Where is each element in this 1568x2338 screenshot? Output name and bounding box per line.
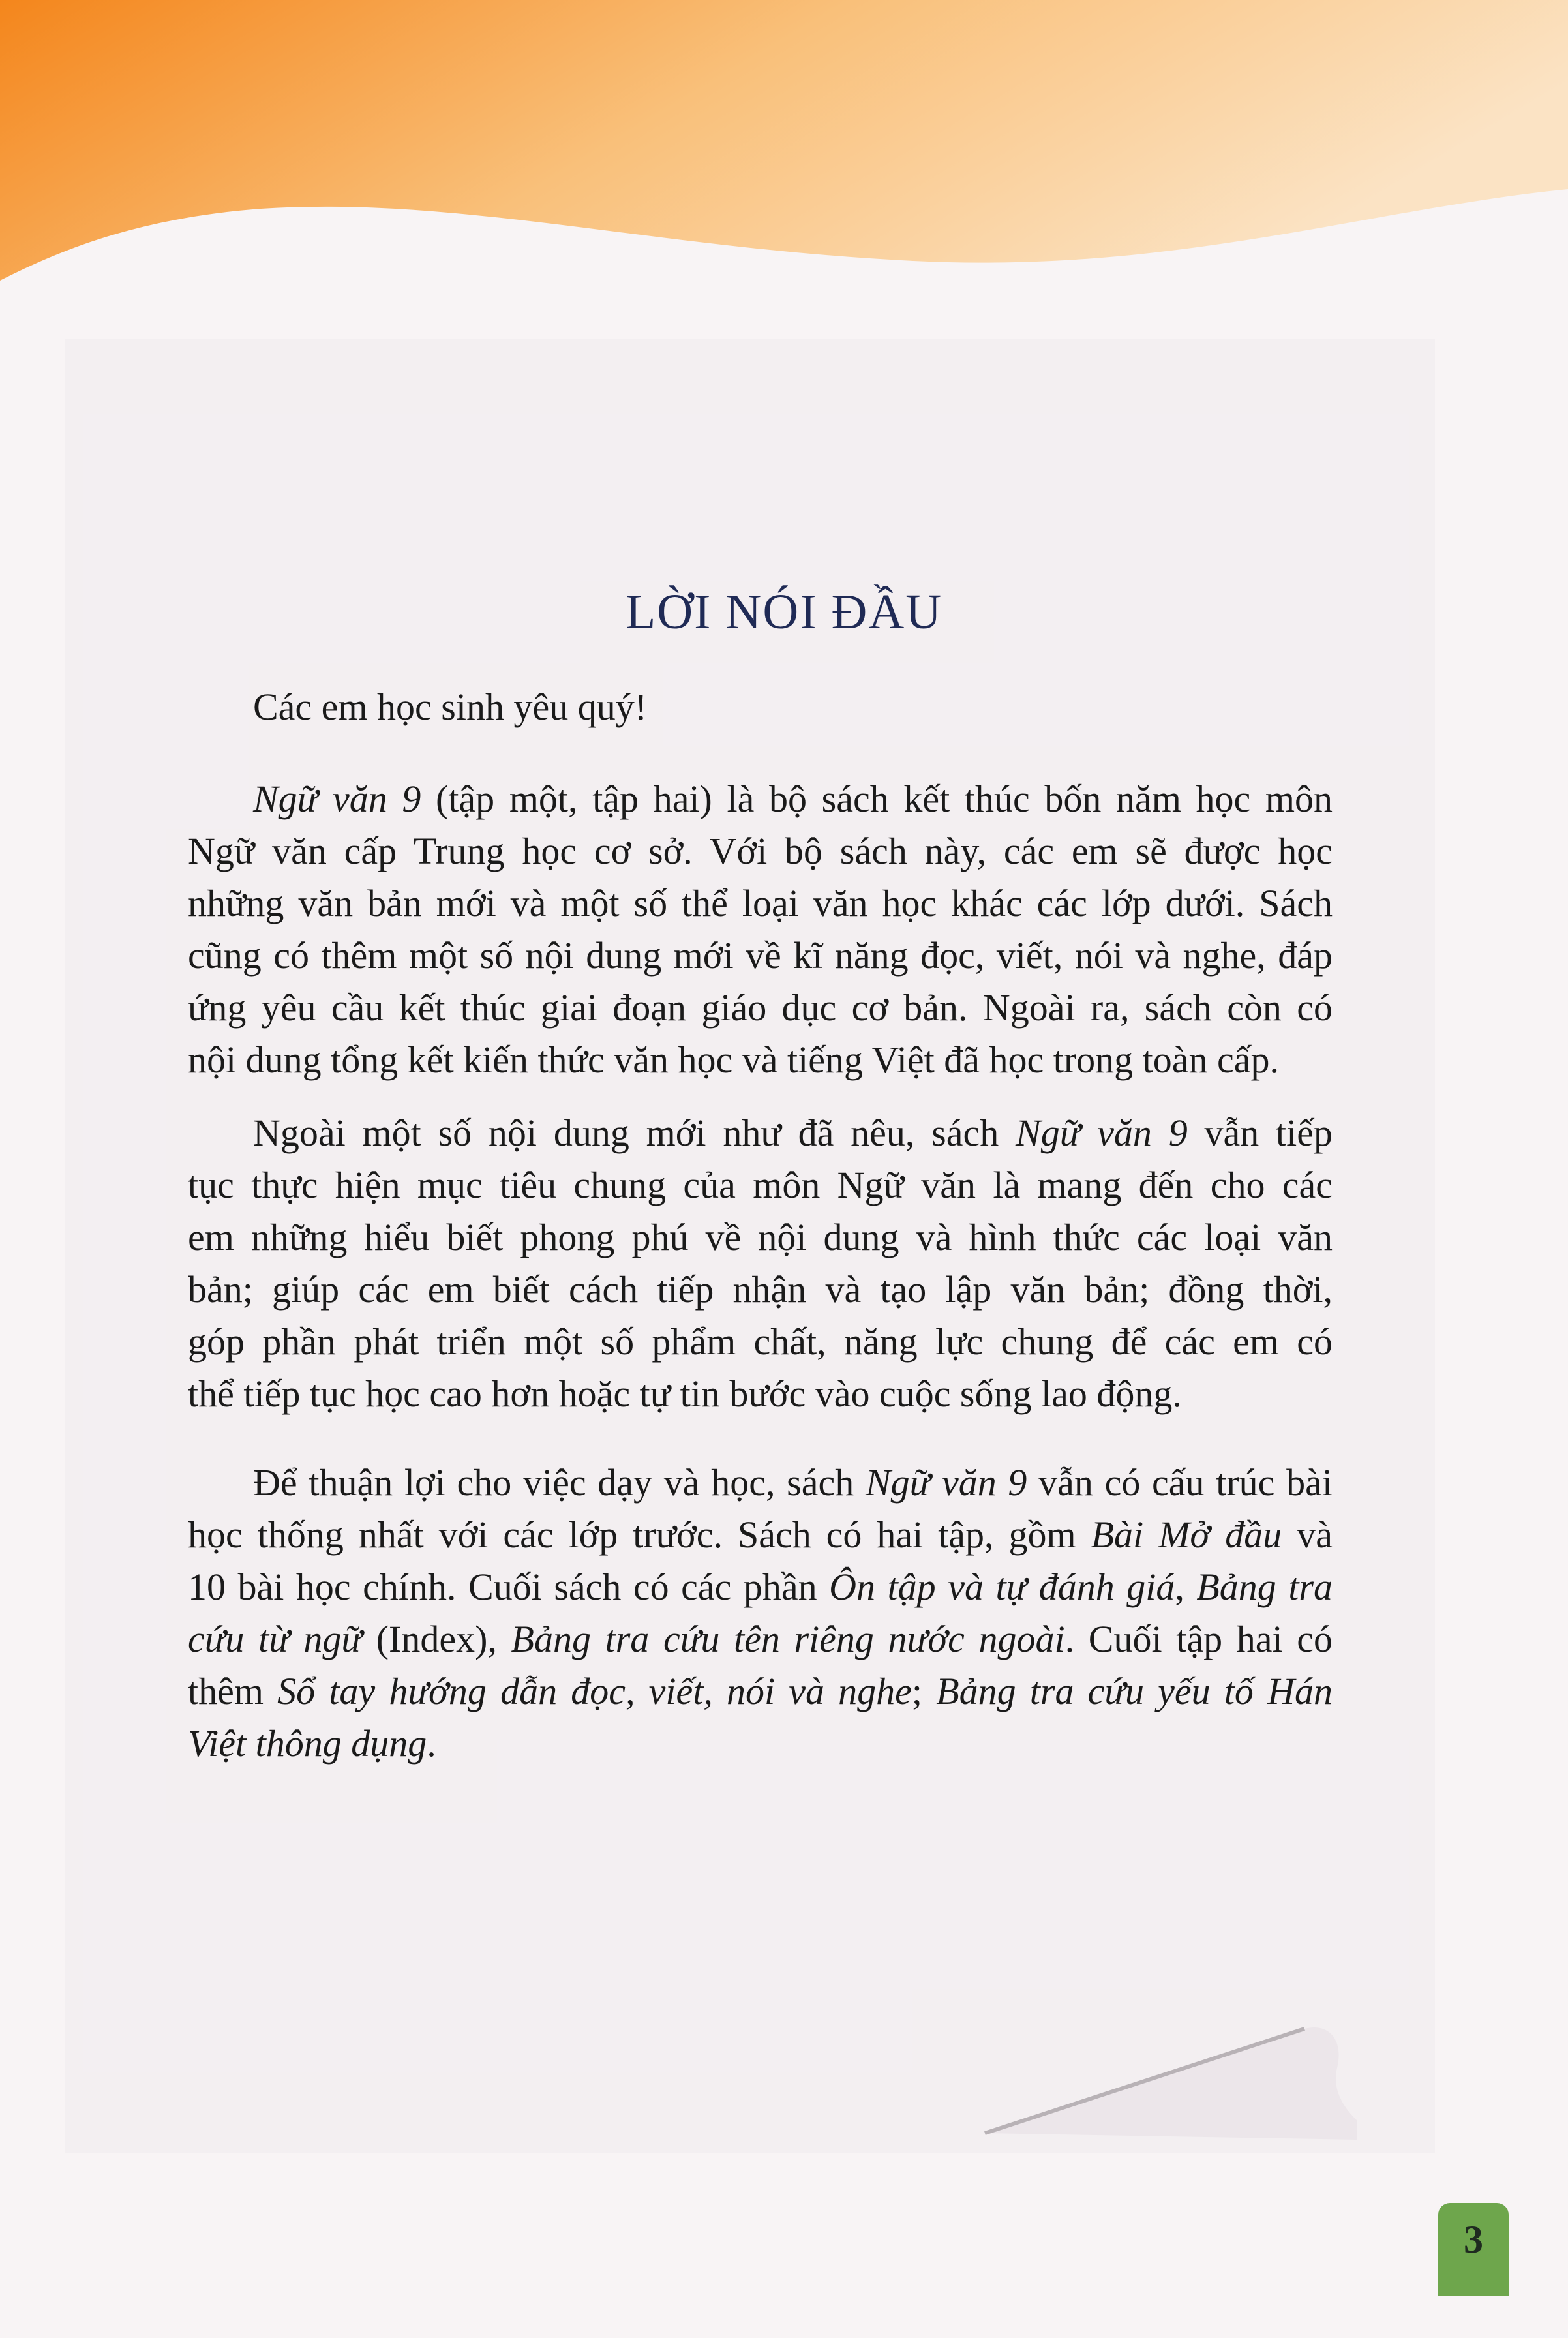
page-title: LỜI NÓI ĐẦU: [625, 584, 943, 639]
greeting: Các em học sinh yêu quý!: [253, 686, 648, 728]
text: thể tiếp tục học cao hơn hoặc tự tin bước vào cuộc sống lao động.: [188, 1373, 1182, 1415]
text-line: [188, 1561, 1333, 1613]
page-number: 3: [1464, 2218, 1483, 2261]
text: (tập một, tập hai) là bộ sách kết thúc bốn năm học môn: [421, 778, 1333, 820]
text-line: [188, 1718, 1333, 1770]
text: những văn bản mới và một số thể loại văn học khác các lớp dưới. Sách: [188, 882, 1333, 924]
italic-text: cứu từ ngữ: [188, 1618, 363, 1660]
italic-text: Bảng tra: [1196, 1566, 1333, 1608]
text: ứng yêu cầu kết thúc giai đoạn giáo dục cơ bản. Ngoài ra, sách còn có: [188, 986, 1333, 1029]
orange-wave-header: [0, 0, 1568, 300]
paragraph-intro: [188, 773, 1333, 1086]
text: 10 bài học chính. Cuối sách có các phần: [188, 1566, 830, 1608]
text: em những hiểu biết phong phú về nội dung và hình thức các loại văn: [188, 1216, 1333, 1258]
paragraph-goals: [188, 1107, 1333, 1420]
text-line: [188, 877, 1333, 930]
text: cũng có thêm một số nội dung mới về kĩ năng đọc, viết, nói và nghe, đáp: [188, 934, 1333, 977]
text-line: [188, 1613, 1333, 1665]
text: ;: [911, 1670, 937, 1712]
text-line: [188, 773, 1333, 825]
text-line: [188, 825, 1333, 877]
text-line: [188, 1368, 1333, 1420]
text-line: [188, 1107, 1333, 1159]
italic-text: Việt thông dụng: [188, 1722, 427, 1765]
text: vẫn có cấu trúc bài: [1027, 1461, 1333, 1504]
text-line: [188, 1159, 1333, 1211]
text: . Cuối tập hai có: [1064, 1618, 1333, 1660]
paragraph-structure: [188, 1457, 1333, 1770]
text: thêm: [188, 1670, 278, 1712]
italic-text: Bảng tra cứu yếu tố Hán: [936, 1670, 1333, 1712]
text-line: [188, 1264, 1333, 1316]
text-line: [188, 1316, 1333, 1368]
text: Ngữ văn cấp Trung học cơ sở. Với bộ sách này, các em sẽ được học: [188, 830, 1333, 872]
text-line: [188, 1034, 1333, 1086]
text: vẫn tiếp: [1187, 1112, 1333, 1154]
text: học thống nhất với các lớp trước. Sách có hai tập, gồm: [188, 1513, 1091, 1556]
italic-text: Ôn tập và tự đánh giá: [829, 1566, 1175, 1608]
text: Để thuận lợi cho việc dạy và học, sách: [253, 1461, 866, 1504]
text: Ngoài một số nội dung mới như đã nêu, sách: [253, 1112, 1016, 1154]
text: ,: [1175, 1566, 1197, 1608]
italic-text: Ngữ văn 9: [253, 778, 421, 820]
text-line: [188, 1211, 1333, 1264]
italic-text: Ngữ văn 9: [1016, 1112, 1188, 1154]
text-line: [188, 1457, 1333, 1509]
text-line: [188, 930, 1333, 982]
text: góp phần phát triển một số phẩm chất, năng lực chung để các em có: [188, 1320, 1333, 1363]
italic-text: Bài Mở đầu: [1091, 1513, 1282, 1556]
text-line: [188, 1509, 1333, 1561]
text: .: [427, 1722, 436, 1765]
page-curl-decoration: [965, 1983, 1357, 2140]
italic-text: Ngữ văn 9: [865, 1461, 1027, 1504]
text: tục thực hiện mục tiêu chung của môn Ngữ văn là mang đến cho các: [188, 1164, 1333, 1206]
text: (Index),: [362, 1618, 511, 1660]
page-number-tab: [1438, 2203, 1509, 2296]
italic-text: Sổ tay hướng dẫn đọc, viết, nói và nghe: [277, 1670, 912, 1712]
text-line: [188, 1665, 1333, 1718]
italic-text: Bảng tra cứu tên riêng nước ngoài: [511, 1618, 1065, 1660]
text: nội dung tổng kết kiến thức văn học và tiếng Việt đã học trong toàn cấp.: [188, 1039, 1280, 1081]
text: và: [1282, 1513, 1333, 1556]
text-line: [188, 982, 1333, 1034]
text: bản; giúp các em biết cách tiếp nhận và tạo lập văn bản; đồng thời,: [188, 1268, 1333, 1311]
